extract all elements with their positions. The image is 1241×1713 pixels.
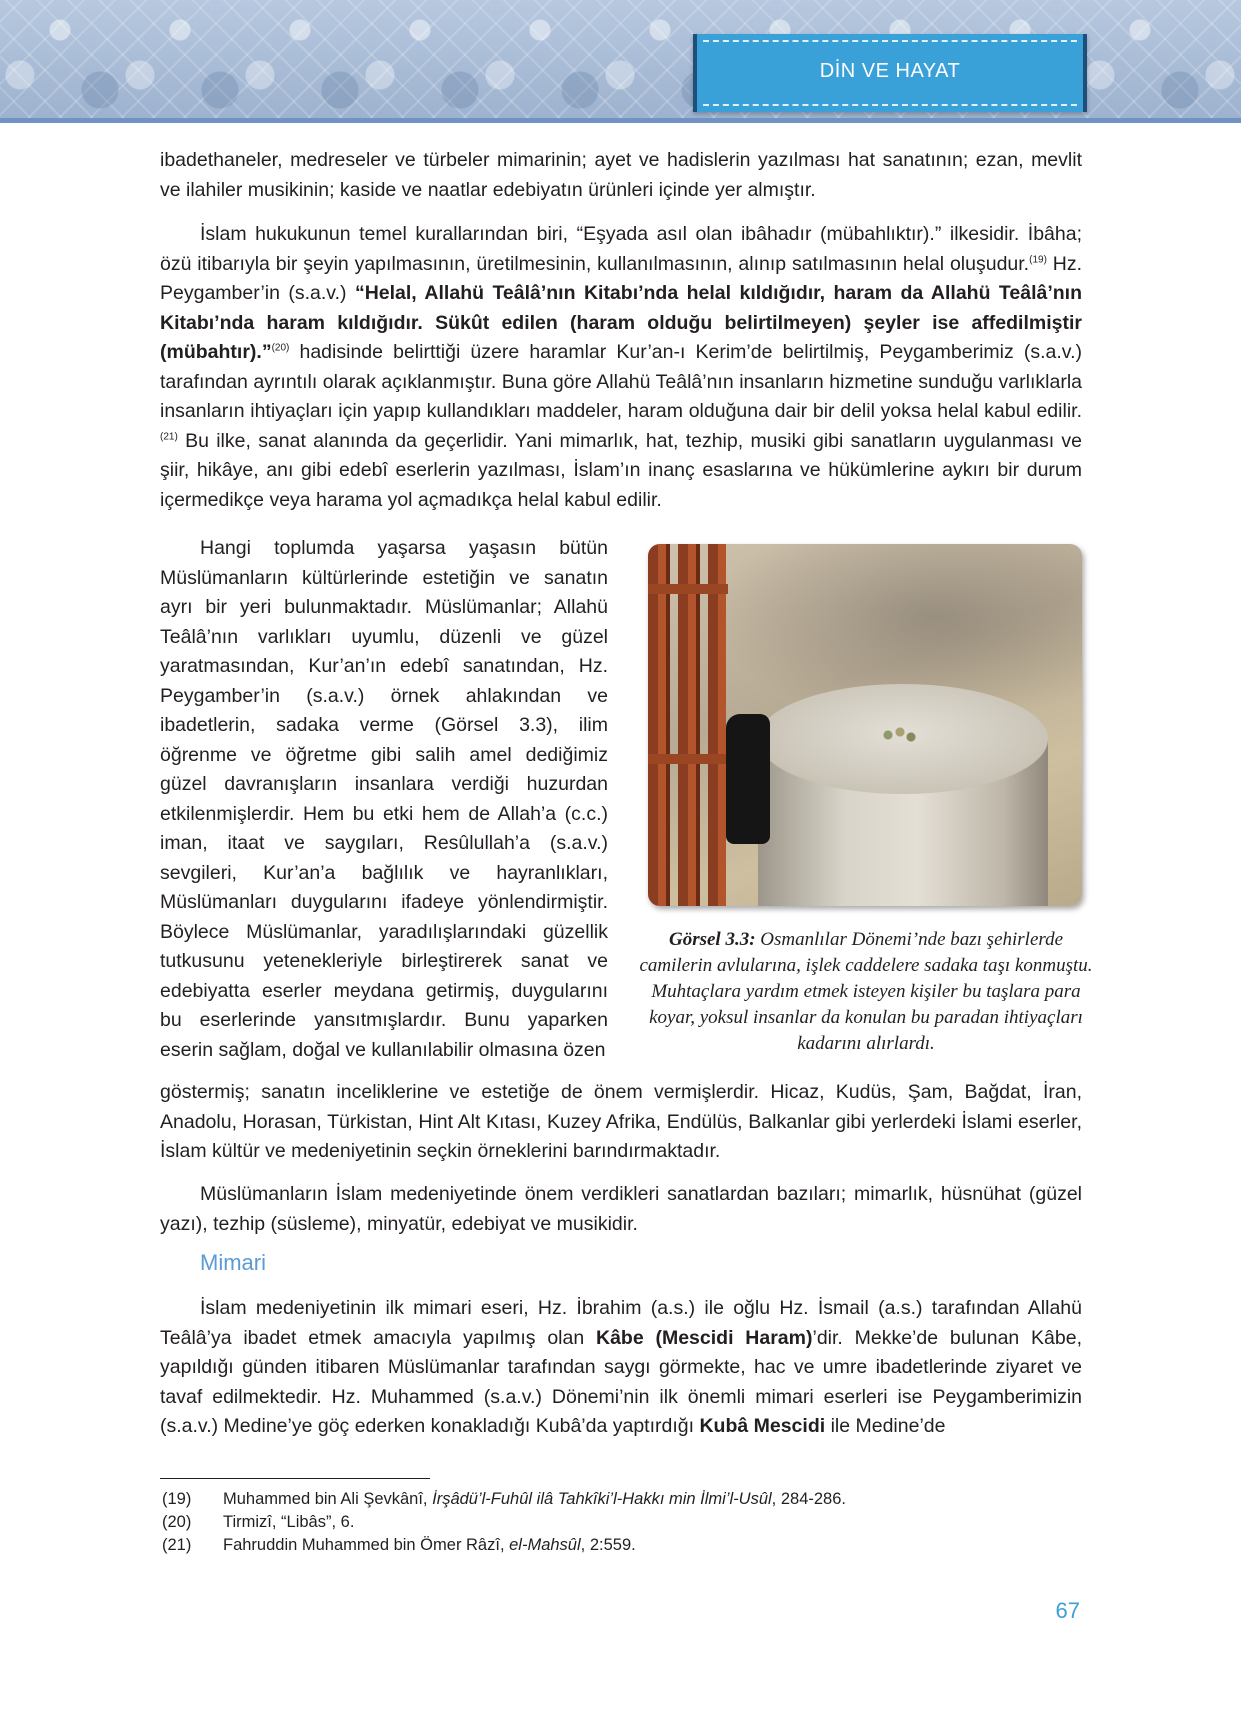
section-heading: Mimari xyxy=(200,1250,266,1275)
paragraph-3-continued xyxy=(160,1078,1082,1167)
paragraph-5 xyxy=(160,1294,1082,1442)
p3-full-text: göstermiş; sanatın inceliklerine ve estetiğe de önem vermişlerdir. Hicaz, Kudüs, Şam, Bağdat, İran, Anadolu, Horasan, Türkistan, Hint Alt Kıtası, Kuzey Afrika, Endülüs, Balkanlar gibi yerlerdeki İslami eserler, İslam kültür ve medeniyetinin seçkin örneklerini barındırmaktadır. xyxy=(160,1081,1082,1162)
sadaka-stone-photo xyxy=(648,544,1082,906)
header-divider xyxy=(0,118,1241,123)
footnote-divider xyxy=(160,1478,430,1479)
p2-text-a: İslam hukukunun temel kurallarından biri, “Eşyada asıl olan ibâhadır (mübahlıktır).” ilkesidir. İbâha; özü itibarıyla bir şeyin yapılmasının, üretilmesinin, kullanılmasının, alınıp satılmasının helal oluşudur. xyxy=(160,223,1082,275)
footnote-author: Tirmizî, “Libâs”, 6. xyxy=(223,1513,355,1531)
page-number: 67 xyxy=(1055,1598,1080,1623)
p5-text-c: ile Medine’de xyxy=(825,1415,946,1437)
hadith-quote: “Helal, Allahü Teâlâ’nın Kitabı’nda helal kıldığıdır, haram da Allahü Teâlâ’nın Kitabı’nda haram kıldığıdır. Sükût edilen (haram olduğu belirtilmeyen) şeyler ise affedilmiştir (mübahtır).” xyxy=(160,282,1082,363)
photo-railing xyxy=(648,544,726,906)
kuba-term: Kubâ Mescidi xyxy=(699,1415,826,1437)
footnote-pages: , 284-286. xyxy=(771,1490,846,1508)
footnote-number: (19) xyxy=(162,1490,192,1508)
footnote-pages: , 2:559. xyxy=(580,1536,636,1554)
p5-text-a: İslam medeniyetinin ilk mimari eseri, Hz. İbrahim (a.s.) ile oğlu Hz. İsmail (a.s.) tarafından Allahü Teâlâ’ya ibadet etmek amacıyla yapılmış olan xyxy=(160,1297,1082,1349)
footnote-number: (21) xyxy=(162,1536,192,1554)
footnote-ref-19[interactable]: (19) xyxy=(1029,254,1047,265)
footnotes xyxy=(160,1488,1082,1557)
figure-caption-text: Osmanlılar Dönemi’nde bazı şehirlerde camilerin avlularına, işlek caddelere sadaka taşı konmuştu. Muhtaçlara yardım etmek isteyen kişiler bu taşlara para koyar, yoksul insanlar da konulan bu paradan ihtiyaçları kadarını alırlardı. xyxy=(639,929,1093,1054)
figure-caption xyxy=(636,927,1096,1057)
footnote-text xyxy=(223,1534,636,1557)
figure-label: Görsel 3.3: xyxy=(668,929,756,950)
photo-railing-bar xyxy=(648,754,728,764)
footnote-21 xyxy=(160,1534,1082,1557)
p2-text-d: Bu ilke, sanat alanında da geçerlidir. Yani mimarlık, hat, tezhip, musiki gibi sanatların uygulanması ve şiir, hikâye, anı gibi edebî eserlerin yazılması, İslam’ın inanç esaslarına ve hükümlerine aykırı bir durum içermedikçe veya harama yol açmadıkça helal kabul edilir. xyxy=(160,429,1082,511)
p2-text-c: hadisinde belirttiği üzere haramlar Kur’an-ı Kerim’de belirtilmiş, Peygamberimiz (s.a.v.) tarafından ayrıntılı olarak açıklanmıştır. Buna göre Allahü Teâlâ’nın insanların hizmetine sunduğu varlıklarla insanların ihtiyaçları için yapıp kullandıkları maddeler, haram olduğuna dair bir delil yoksa helal kabul edilir. xyxy=(160,341,1082,422)
footnote-19 xyxy=(160,1488,1082,1511)
photo-bag xyxy=(726,714,770,844)
footnote-ref-21[interactable]: (21) xyxy=(160,431,178,442)
paragraph-1 xyxy=(160,146,1082,205)
footnote-text xyxy=(223,1511,354,1534)
paragraph-2 xyxy=(160,220,1082,515)
p4-text: Müslümanların İslam medeniyetinde önem verdikleri sanatlardan bazıları; mimarlık, hüsnühat (güzel yazı), tezhip (süsleme), minyatür, edebiyat ve musikidir. xyxy=(160,1183,1082,1235)
kabe-term: Kâbe (Mescidi Haram) xyxy=(596,1326,813,1349)
photo-coins xyxy=(880,726,920,744)
section-tab xyxy=(693,34,1087,112)
p2-text-b: Hz. Peygamber’in (s.a.v.) xyxy=(160,252,1082,304)
footnote-20 xyxy=(160,1511,1082,1534)
footnote-author: Fahruddin Muhammed bin Ömer Râzî, xyxy=(223,1536,510,1554)
footnote-number: (20) xyxy=(162,1513,192,1531)
footnote-title: el-Mahsûl xyxy=(509,1536,581,1554)
footnote-title: İrşâdü’l-Fuhûl ilâ Tahkîki’l-Hakkı min İlmi’l-Usûl xyxy=(432,1490,772,1508)
footnote-ref-20[interactable]: (20) xyxy=(271,342,290,354)
paragraph-4 xyxy=(160,1180,1082,1239)
photo-railing-bar xyxy=(648,584,728,594)
footnote-text xyxy=(223,1488,846,1511)
paragraph-1-text: ibadethaneler, medreseler ve türbeler mimarinin; ayet ve hadislerin yazılması hat sanatının; ezan, mevlit ve ilahiler musikinin; kaside ve naatlar edebiyatın ürünleri içinde yer almıştır. xyxy=(160,149,1082,201)
p3-column-text: Hangi toplumda yaşarsa yaşasın bütün Müslümanların kültürlerinde estetiğin ve sanatın ayrı bir yeri bulunmaktadır. Müslümanlar; Allahü Teâlâ’nın varlıkları uyumlu, düzenli ve güzel yaratmasından, Kur’an’ın edebî sanatından, Hz. Peygamber’in (s.a.v.) örnek ahlakından ve ibadetlerin, sadaka verme (Görsel 3.3), ilim öğrenme ve öğretme gibi salih amel dediğimiz güzel davranışların insanlara verdiği huzurdan etkilenmişlerdir. Hem bu etki hem de Allah’a (c.c.) iman, itaat ve saygıları, Resûlullah’a (s.a.v.) sevgileri, Kur’an’a bağlılık ve hayranlıkları, Müslümanları duygularını ifadeye yönlendirmiştir. Böylece Müslümanlar, yaradılışlarındaki güzellik tutkusunu yetenekleriyle birleştirerek sanat ve edebiyatta eserler meydana getirmiş, duygularını bu eserlerinde yansıtmışlardır. Bunu yaparken eserin sağlam, doğal ve kullanılabilir olmasına özen xyxy=(160,537,608,1061)
section-title: DİN VE HAYAT xyxy=(819,60,961,82)
paragraph-3-column xyxy=(160,534,608,1065)
footnote-author: Muhammed bin Ali Şevkânî, xyxy=(223,1490,433,1508)
p5-text-b: ’dir. Mekke’de bulunan Kâbe, yapıldığı günden itibaren Müslümanlar tarafından saygı görmekte, hac ve umre ibadetlerinde ziyaret ve tavaf edilmektedir. Hz. Muhammed (s.a.v.) Dönemi’nin ilk önemli mimari eserleri ise Peygamberimizin (s.a.v.) Medine’ye göç ederken konakladığı Kubâ’da yaptırdığı xyxy=(160,1326,1083,1437)
